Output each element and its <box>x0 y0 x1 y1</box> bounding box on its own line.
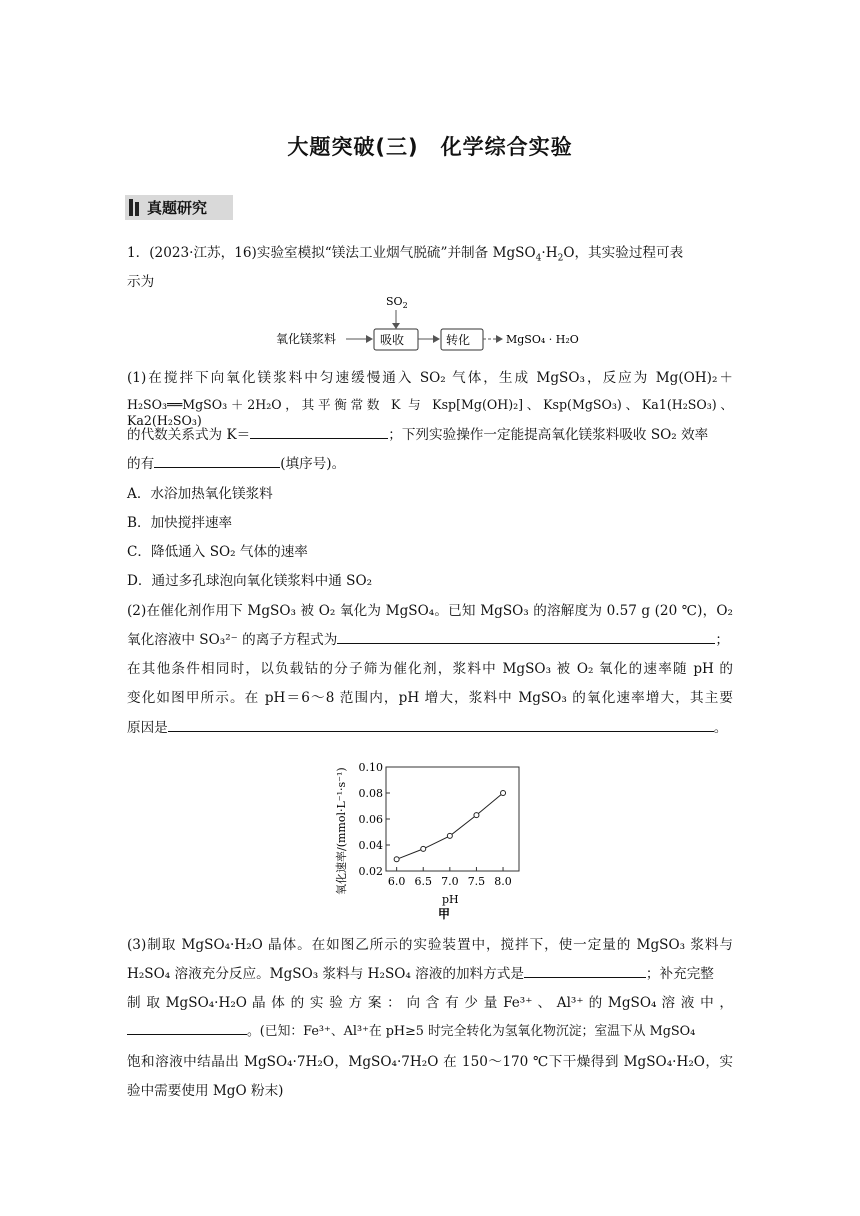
p3-line-2: H₂SO₄ 溶液充分反应。MgSO₃ 浆料与 H₂SO₄ 溶液的加料方式是 ；补充完整 <box>127 966 714 982</box>
option-a: A．水浴加热氧化镁浆料 <box>127 486 273 502</box>
p2-line-4: 变化如图甲所示。在 pH＝6～8 范围内，pH 增大，浆料中 MgSO₃ 的氧化速率增大，其主要 <box>127 690 733 706</box>
series-line <box>397 793 503 859</box>
badge-bar-icon <box>129 199 133 216</box>
y-tick-label: 0.10 <box>358 761 383 774</box>
x-tick-label: 7.0 <box>441 875 459 888</box>
section-label: 真题研究 <box>147 199 208 217</box>
p1-line-2: H₂SO₃══MgSO₃＋2H₂O，其平衡常数 K 与 Ksp[Mg(OH)₂]、Ksp(MgSO₃)、Ka1(H₂SO₃)、Ka2(H₂SO₃) <box>127 397 733 428</box>
data-point <box>474 813 479 818</box>
flow-box-convert: 转化 <box>446 333 471 347</box>
page-title: 大题突破(三) 化学综合实验 <box>287 135 573 159</box>
p2-line-2: 氧化溶液中 SO₃²⁻ 的离子方程式为 ； <box>127 632 729 648</box>
p2-line-1: (2)在催化剂作用下 MgSO₃ 被 O₂ 氧化为 MgSO₄。已知 MgSO₃ 的溶解度为 0.57 g (20 ℃)，O₂ <box>127 603 733 619</box>
p1-line-3: 的代数关系式为 K＝ ；下列实验操作一定能提高氧化镁浆料吸收 SO₂ 效率 <box>127 427 709 443</box>
option-c: C．降低通入 SO₂ 气体的速率 <box>127 544 308 560</box>
p2-line-5: 原因是 。 <box>127 720 728 736</box>
question-intro-2: 示为 <box>127 274 155 290</box>
y-tick-label: 0.02 <box>358 865 383 878</box>
data-point <box>501 791 506 796</box>
option-b: B．加快搅拌速率 <box>127 515 233 531</box>
p3-line-1: (3)制取 MgSO₄·H₂O 晶体。在如图乙所示的实验装置中，搅拌下，使一定量的 MgSO₃ 浆料与 <box>127 937 733 953</box>
p3-line-5: 饱和溶液中结晶出 MgSO₄·7H₂O，MgSO₄·7H₂O 在 150～170 ℃下干燥得到 MgSO₄·H₂O，实 <box>127 1054 733 1070</box>
p3-line-4: 。(已知：Fe³⁺、Al³⁺在 pH≥5 时完全转化为氢氧化物沉淀；室温下从 MgSO₄ <box>127 1020 695 1039</box>
flow-box-absorb: 吸收 <box>380 333 405 347</box>
p1-line-4: 的有 (填序号)。 <box>127 456 346 472</box>
x-tick-label: 6.0 <box>387 875 406 888</box>
oxidation-rate-chart <box>330 745 540 920</box>
flow-input-label: $SO_2$ <box>386 295 408 310</box>
p1-line-1: (1)在搅拌下向氧化镁浆料中匀速缓慢通入 SO₂ 气体，生成 MgSO₃，反应为 Mg(OH)₂＋ <box>127 370 733 386</box>
answer-blank[interactable] <box>337 630 715 644</box>
process-flow-diagram <box>270 288 600 358</box>
y-tick-label: 0.06 <box>358 813 383 826</box>
data-point <box>421 846 426 851</box>
answer-blank[interactable] <box>154 454 280 468</box>
chart-caption: 甲 <box>438 907 451 920</box>
badge-bar-icon <box>135 202 139 216</box>
section-badge <box>125 195 233 220</box>
x-tick-label: 7.5 <box>467 875 486 888</box>
flow-product-label: MgSO₄ · H₂O <box>506 333 579 346</box>
answer-blank[interactable] <box>524 964 646 978</box>
answer-blank[interactable] <box>127 1021 247 1035</box>
x-axis-label: pH <box>442 893 459 906</box>
p3-line-6: 验中需要使用 MgO 粉末) <box>127 1083 284 1099</box>
y-axis-label: 氧化速率/(mmol·L⁻¹·s⁻¹) <box>335 767 348 895</box>
answer-blank[interactable] <box>250 425 388 439</box>
option-d: D．通过多孔球泡向氧化镁浆料中通 SO₂ <box>127 573 373 589</box>
data-point <box>394 857 399 862</box>
y-tick-label: 0.04 <box>358 839 383 852</box>
p2-line-3: 在其他条件相同时，以负载钴的分子筛为催化剂，浆料中 MgSO₃ 被 O₂ 氧化的速率随 pH 的 <box>127 661 733 677</box>
y-tick-label: 0.08 <box>358 787 383 800</box>
question-intro: 1．(2023·江苏，16)实验室模拟“镁法工业烟气脱硫”并制备 $MgSO_4\cdot H_2O$，其实验过程可表 <box>127 245 684 264</box>
x-tick-label: 6.5 <box>414 875 432 888</box>
p3-line-3: 制 取 MgSO₄·H₂O 晶 体 的 实 验 方 案 ： 向 含 有 少 量 Fe³⁺ 、 Al³⁺ 的 MgSO₄ 溶 液 中 ， <box>127 995 733 1011</box>
x-tick-label: 8.0 <box>494 875 512 888</box>
flow-start-label: 氧化镁浆料 <box>276 332 337 346</box>
answer-blank[interactable] <box>168 718 714 732</box>
data-point <box>447 833 452 838</box>
